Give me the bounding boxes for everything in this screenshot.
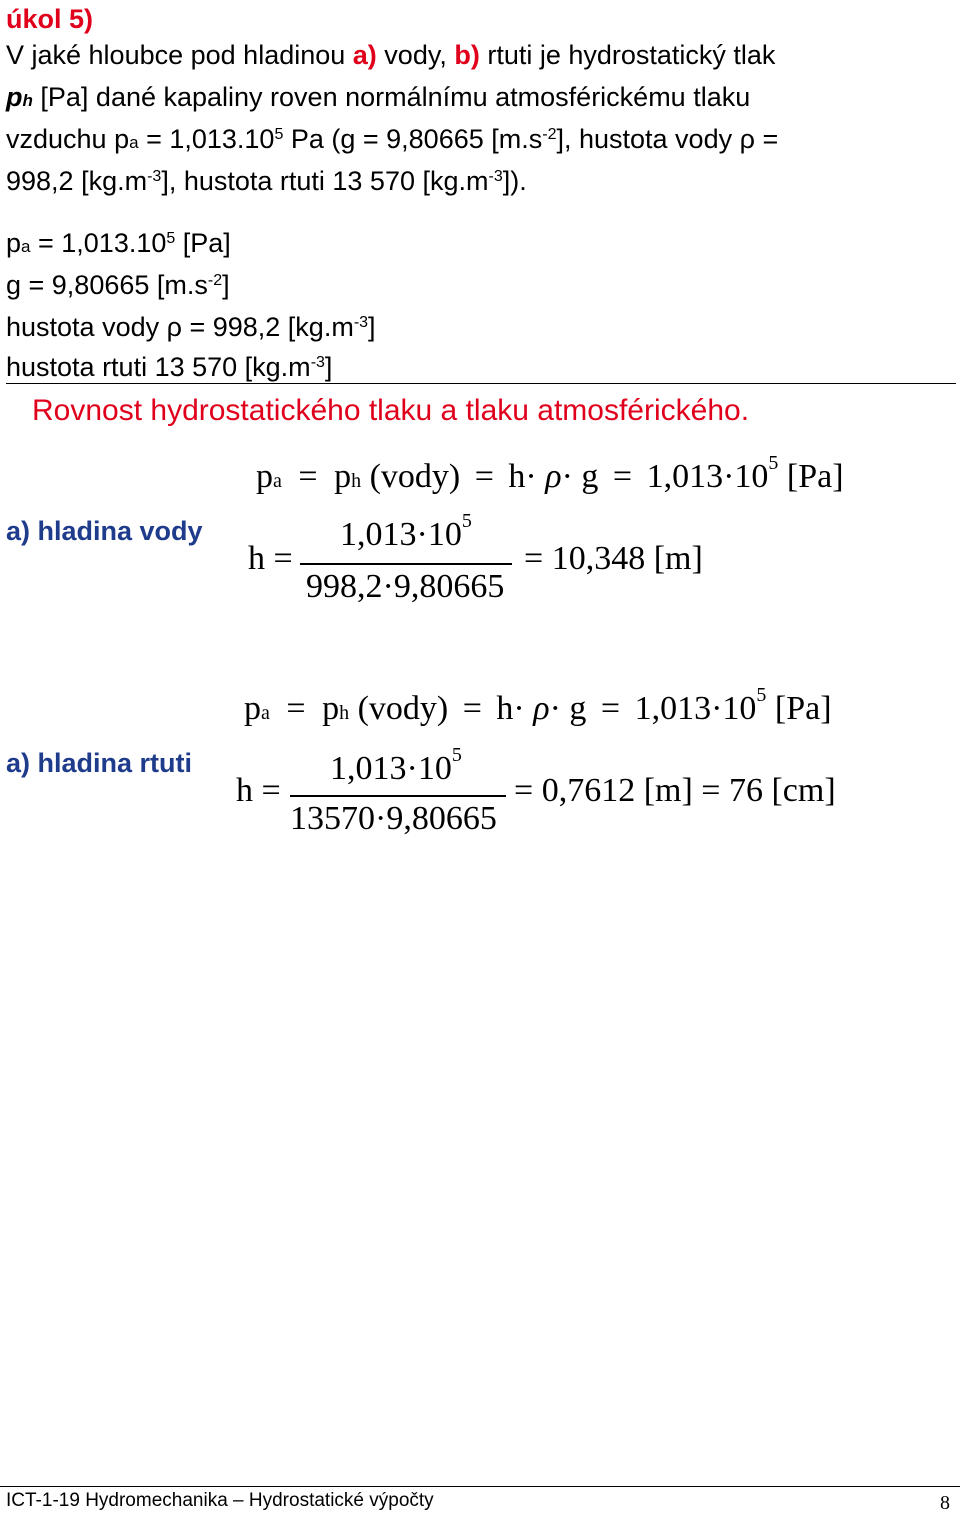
footer-text: ICT-1-19 Hydromechanika – Hydrostatické výpočty bbox=[6, 1490, 434, 1511]
water-result: = 10,348 [m] bbox=[524, 540, 703, 577]
water-h-label: h = bbox=[248, 540, 293, 577]
problem-line-1: V jaké hloubce pod hladinou a) vody, b) rtuti je hydrostatický tlak bbox=[6, 40, 776, 70]
task-title: úkol 5) bbox=[6, 4, 94, 34]
water-label: a) hladina vody bbox=[6, 516, 203, 546]
mercury-numerator: $1,013\cdot 10^5$ bbox=[330, 744, 462, 787]
mercury-denominator: 13570·9,80665 bbox=[290, 800, 497, 837]
mercury-result: = 0,7612 [m] = 76 [cm] bbox=[514, 772, 836, 809]
mercury-fraction-bar bbox=[290, 795, 506, 797]
section-heading: Rovnost hydrostatického tlaku a tlaku atmosférického. bbox=[32, 394, 750, 427]
problem-line-3: vzduchu pa = $1,013.10^5$ Pa (g = 9,80665 $[m.s^{-2}]$, hustota vody ρ = bbox=[6, 124, 779, 154]
divider-line bbox=[6, 383, 956, 384]
given-pa: pa = $1,013.10^5$ [Pa] bbox=[6, 228, 231, 258]
problem-line-2: ph [Pa] dané kapaliny roven normálnímu atmosférickému tlaku bbox=[6, 82, 751, 112]
mercury-label: a) hladina rtuti bbox=[6, 748, 193, 778]
water-numerator: $1,013\cdot 10^5$ bbox=[340, 510, 472, 553]
problem-line-4: 998,2 $[kg.m^{-3}]$, hustota rtuti 13 570 $[kg.m^{-3}]$). bbox=[6, 166, 527, 196]
given-rho-mercury: hustota rtuti 13 570 $[kg.m^{-3}]$ bbox=[6, 352, 333, 382]
mercury-h-label: h = bbox=[236, 772, 281, 809]
mercury-equation-1: pa = ph (vody) = $h\cdot \rho\cdot g = 1,013\cdot 10^5$ [Pa] bbox=[244, 684, 832, 727]
water-denominator: 998,2·9,80665 bbox=[306, 568, 505, 605]
given-g: g = 9,80665 $[m.s^{-2}]$ bbox=[6, 270, 230, 300]
footer-rule bbox=[0, 1486, 960, 1487]
water-equation-1: pa = ph (vody) = $h\cdot \rho\cdot g = 1,013\cdot 10^5$ [Pa] bbox=[256, 452, 844, 495]
page-number: 8 bbox=[940, 1492, 950, 1514]
water-fraction-bar bbox=[300, 563, 512, 565]
given-rho-water: hustota vody ρ = 998,2 $[kg.m^{-3}]$ bbox=[6, 312, 376, 342]
